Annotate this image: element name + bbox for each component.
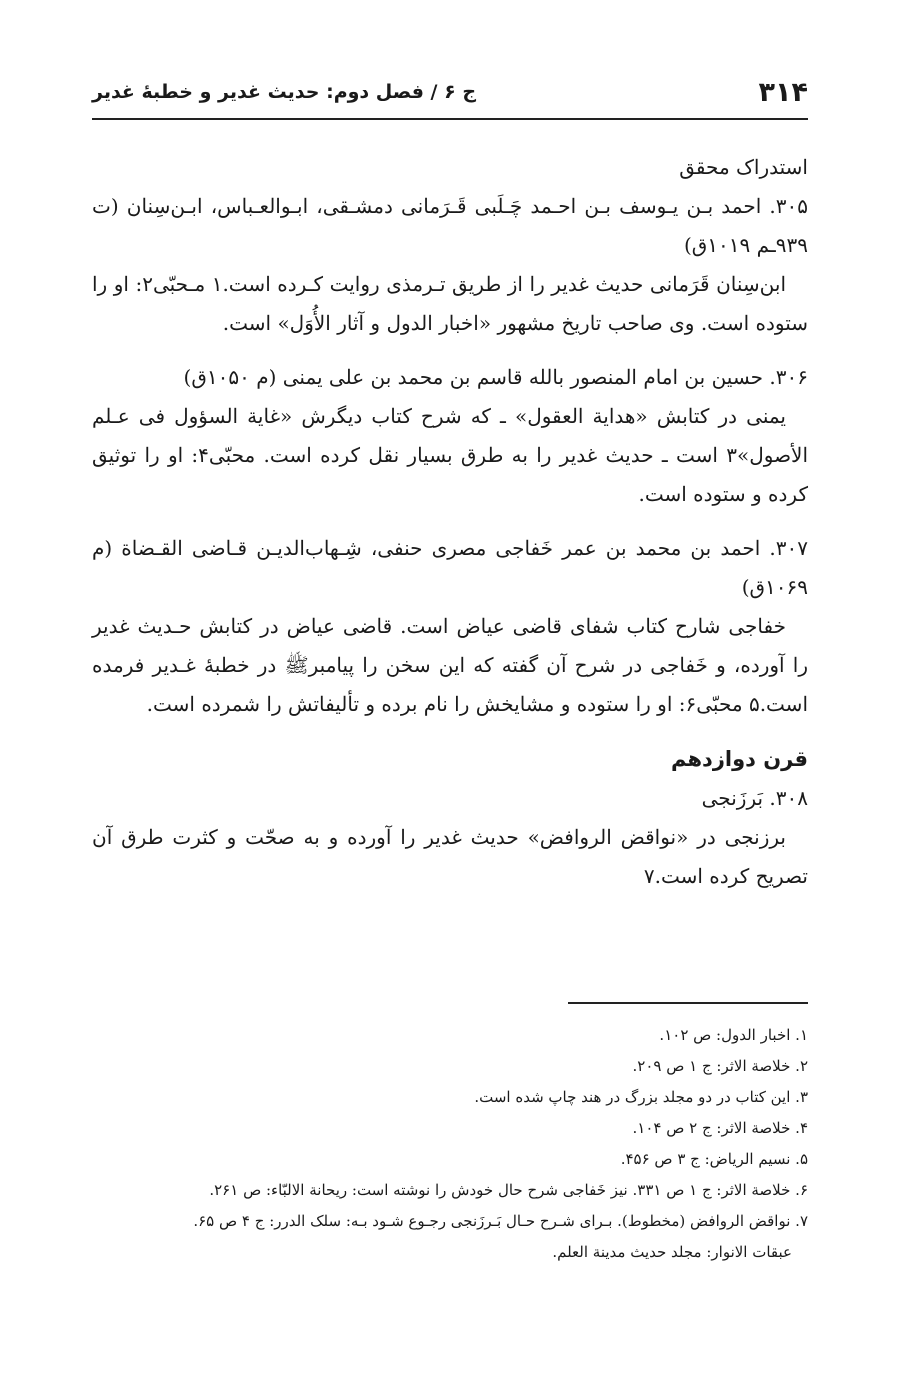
main-text <box>92 148 808 896</box>
footnote: ۱. اخبار الدول: ص ۱۰۲. <box>659 1026 808 1044</box>
entry-306-text: یمنی در کتابش «هدایة العقول» ـ که شرح کتاب دیگرش «غایة السؤول فی عـلم الأصول»۳ است ـ حدیث غدیر را به طرق بسیار نقل کرده است. محبّی۴: او را توثیق کرده و ستوده است. <box>92 404 809 506</box>
header-rule <box>92 118 808 120</box>
footnote-continuation: عبقات الانوار: مجلد حدیث مدینة العلم. <box>552 1243 792 1261</box>
footnotes <box>92 1020 808 1268</box>
footnote: ۲. خلاصة الاثر: ج ۱ ص ۲۰۹. <box>632 1057 808 1075</box>
footnote: ۷. نواقض الروافض (مخطوط). بـرای شـرح حـال بَـرزَنجی رجـوع شـود بـه: سلک الدرر: ج ۴ ص ۶۵. <box>193 1212 808 1230</box>
running-title: ج ۶ / فصل دوم: حدیث غدیر و خطبهٔ غدیر <box>92 81 477 103</box>
entry-308-text: برزنجی در «نواقض الروافض» حدیث غدیر را آورده و به صحّت و کثرت طرق آن تصریح کرده است.۷ <box>92 825 808 888</box>
entry-305-text: ابن‌سِنان قَرَمانی حدیث غدیر را از طریق تـرمذی روایت کـرده است.۱ مـحبّی۲: او را ستوده است. وی صاحب تاریخ مشهور «اخبار الدول و آثار الأُوَل» است. <box>92 272 808 335</box>
entry-305-heading: ۳۰۵. احمد بـن یـوسف بـن احـمد چَـلَبی قَـرَمانی دمشـقی، ابـوالعـباس، ابـن‌سِنان (ت ۹۳۹ـم ۱۰۱۹ق) <box>92 194 808 257</box>
entry-308-heading: ۳۰۸. بَرزَنجی <box>701 786 808 810</box>
page-number: ۳۱۴ <box>758 76 808 108</box>
footnote: ۳. این کتاب در دو مجلد بزرگ در هند چاپ شده است. <box>474 1088 808 1106</box>
entry-307-heading: ۳۰۷. احمد بن محمد بن عمر خَفاجی مصری حنفی، شِـهاب‌الدیـن قـاضی القـضاة (م ۱۰۶۹ق) <box>92 536 808 599</box>
entry-307-text: خفاجی شارح کتاب شفای قاضی عیاض است. قاضی عیاض در کتابش حـدیث غدیر را آورده، و خَفاجی در شرح آن گفته که این سخن را پیامبرﷺ در خطبهٔ غـدیر فرمده است.۵ محبّی۶: او را ستوده و مشایخش را نام برده و تألیفاتش را شمرده است. <box>92 614 808 716</box>
section-label: استدراک محقق <box>679 155 808 179</box>
entry-306-heading: ۳۰۶. حسین بن امام المنصور بالله قاسم بن محمد بن علی یمنی (م ۱۰۵۰ق) <box>183 365 808 389</box>
footnote: ۵. نسیم الریاض: ج ۳ ص ۴۵۶. <box>620 1150 808 1168</box>
footnote: ۶. خلاصة الاثر: ج ۱ ص ۳۳۱. نیز خَفاجی شرح حال خودش را نوشته است: ریحانة الالبّاء: ص ۲۶۱. <box>209 1181 808 1199</box>
footnote: ۴. خلاصة الاثر: ج ۲ ص ۱۰۴. <box>632 1119 808 1137</box>
century-heading: قرن دوازدهم <box>671 747 808 771</box>
footnote-rule <box>568 1002 808 1004</box>
page-header <box>92 72 808 112</box>
